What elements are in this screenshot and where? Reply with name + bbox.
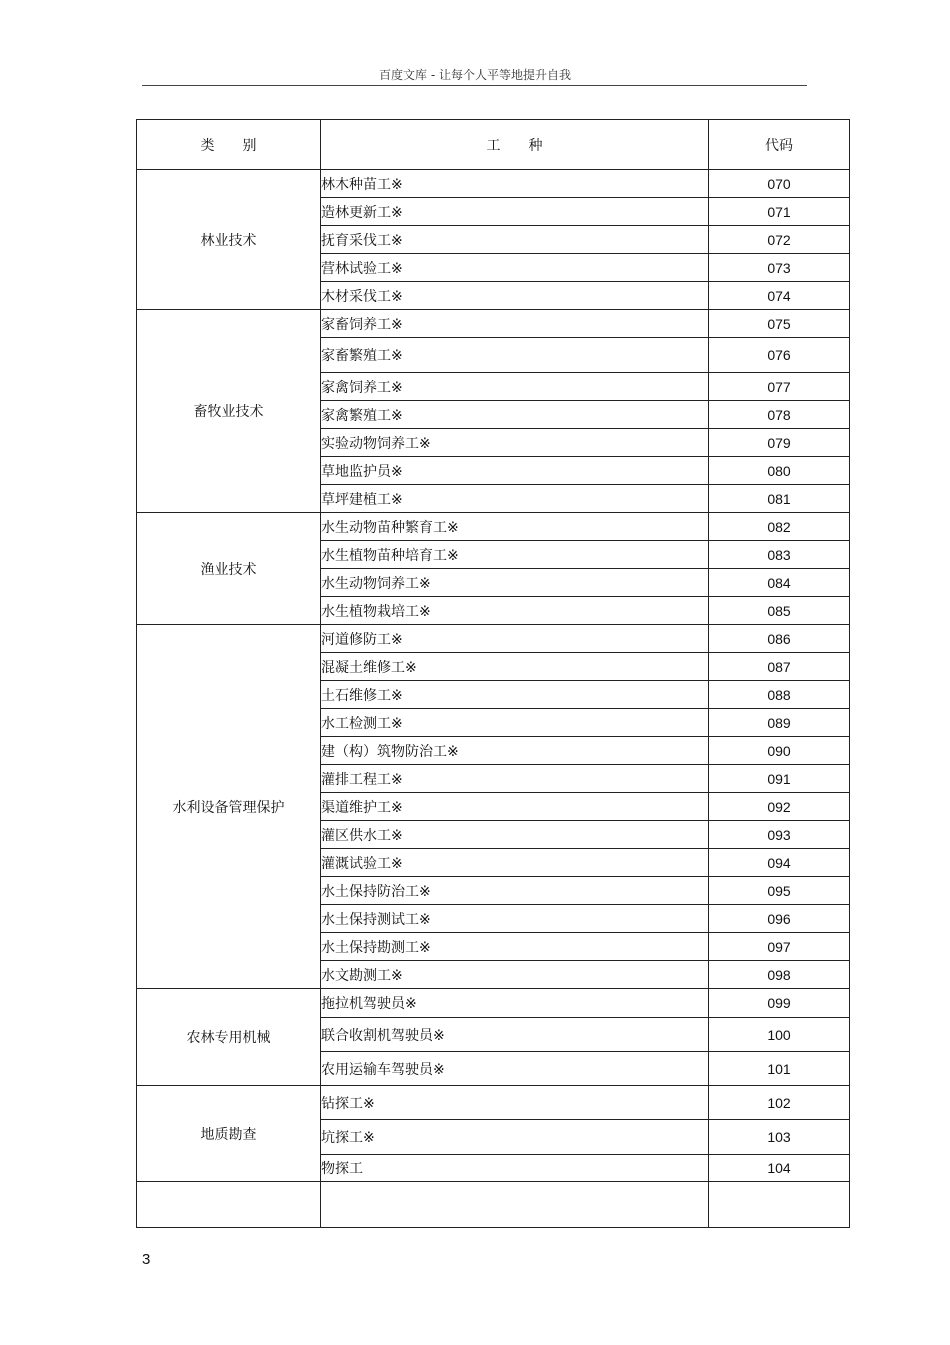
category-cell: 农林专用机械 bbox=[137, 989, 321, 1086]
code-cell: 077 bbox=[709, 373, 850, 401]
code-cell: 102 bbox=[709, 1086, 850, 1120]
job-cell: 木材采伐工※ bbox=[321, 282, 709, 310]
job-cell: 造林更新工※ bbox=[321, 198, 709, 226]
header-job: 工 种 bbox=[321, 120, 709, 170]
job-cell: 联合收割机驾驶员※ bbox=[321, 1018, 709, 1052]
category-cell: 地质勘查 bbox=[137, 1086, 321, 1182]
job-cell: 土石维修工※ bbox=[321, 681, 709, 709]
empty-cell bbox=[137, 1182, 321, 1228]
code-cell: 094 bbox=[709, 849, 850, 877]
code-cell: 082 bbox=[709, 513, 850, 541]
job-cell: 灌排工程工※ bbox=[321, 765, 709, 793]
job-cell: 钻探工※ bbox=[321, 1086, 709, 1120]
table-row bbox=[137, 989, 850, 1018]
job-cell: 渠道维护工※ bbox=[321, 793, 709, 821]
code-cell: 096 bbox=[709, 905, 850, 933]
job-cell: 灌溉试验工※ bbox=[321, 849, 709, 877]
code-cell: 092 bbox=[709, 793, 850, 821]
occupation-table bbox=[136, 119, 850, 1228]
page-number: 3 bbox=[142, 1251, 151, 1268]
code-cell: 078 bbox=[709, 401, 850, 429]
code-cell: 084 bbox=[709, 569, 850, 597]
job-cell: 水文勘测工※ bbox=[321, 961, 709, 989]
code-cell: 071 bbox=[709, 198, 850, 226]
job-cell: 灌区供水工※ bbox=[321, 821, 709, 849]
table-row bbox=[137, 310, 850, 338]
code-cell: 104 bbox=[709, 1155, 850, 1182]
code-cell: 075 bbox=[709, 310, 850, 338]
code-cell: 095 bbox=[709, 877, 850, 905]
code-cell: 099 bbox=[709, 989, 850, 1018]
empty-row bbox=[137, 1182, 850, 1228]
code-cell: 091 bbox=[709, 765, 850, 793]
job-cell: 坑探工※ bbox=[321, 1120, 709, 1155]
code-cell: 070 bbox=[709, 170, 850, 198]
job-cell: 水生植物栽培工※ bbox=[321, 597, 709, 625]
job-cell: 家禽饲养工※ bbox=[321, 373, 709, 401]
code-cell: 090 bbox=[709, 737, 850, 765]
job-cell: 河道修防工※ bbox=[321, 625, 709, 653]
code-cell: 073 bbox=[709, 254, 850, 282]
category-cell: 水利设备管理保护 bbox=[137, 625, 321, 989]
job-cell: 抚育采伐工※ bbox=[321, 226, 709, 254]
code-cell: 086 bbox=[709, 625, 850, 653]
page-header: 百度文库 - 让每个人平等地提升自我 bbox=[379, 68, 571, 82]
job-cell: 家禽繁殖工※ bbox=[321, 401, 709, 429]
job-cell: 水土保持测试工※ bbox=[321, 905, 709, 933]
job-cell: 林木种苗工※ bbox=[321, 170, 709, 198]
code-cell: 085 bbox=[709, 597, 850, 625]
job-cell: 草坪建植工※ bbox=[321, 485, 709, 513]
job-cell: 农用运输车驾驶员※ bbox=[321, 1052, 709, 1086]
code-cell: 103 bbox=[709, 1120, 850, 1155]
job-cell: 实验动物饲养工※ bbox=[321, 429, 709, 457]
code-cell: 080 bbox=[709, 457, 850, 485]
code-cell: 097 bbox=[709, 933, 850, 961]
job-cell: 拖拉机驾驶员※ bbox=[321, 989, 709, 1018]
code-cell: 072 bbox=[709, 226, 850, 254]
code-cell: 081 bbox=[709, 485, 850, 513]
table-row bbox=[137, 625, 850, 653]
table-row bbox=[137, 170, 850, 198]
job-cell: 水生动物苗种繁育工※ bbox=[321, 513, 709, 541]
job-cell: 草地监护员※ bbox=[321, 457, 709, 485]
code-cell: 093 bbox=[709, 821, 850, 849]
job-cell: 混凝土维修工※ bbox=[321, 653, 709, 681]
code-cell: 083 bbox=[709, 541, 850, 569]
code-cell: 088 bbox=[709, 681, 850, 709]
table-row bbox=[137, 1086, 850, 1120]
code-cell: 076 bbox=[709, 338, 850, 373]
job-cell: 建（构）筑物防治工※ bbox=[321, 737, 709, 765]
category-cell: 畜牧业技术 bbox=[137, 310, 321, 513]
job-cell: 水工检测工※ bbox=[321, 709, 709, 737]
code-cell: 089 bbox=[709, 709, 850, 737]
code-cell: 079 bbox=[709, 429, 850, 457]
job-cell: 水生植物苗种培育工※ bbox=[321, 541, 709, 569]
job-cell: 水生动物饲养工※ bbox=[321, 569, 709, 597]
code-cell: 074 bbox=[709, 282, 850, 310]
header-category: 类 别 bbox=[137, 120, 321, 170]
job-cell: 水土保持勘测工※ bbox=[321, 933, 709, 961]
job-cell: 家畜繁殖工※ bbox=[321, 338, 709, 373]
table-row bbox=[137, 513, 850, 541]
category-cell: 林业技术 bbox=[137, 170, 321, 310]
code-cell: 101 bbox=[709, 1052, 850, 1086]
code-cell: 098 bbox=[709, 961, 850, 989]
header-rule bbox=[142, 85, 807, 86]
empty-cell bbox=[321, 1182, 709, 1228]
code-cell: 100 bbox=[709, 1018, 850, 1052]
table-header-row bbox=[137, 120, 850, 170]
empty-cell bbox=[709, 1182, 850, 1228]
job-cell: 营林试验工※ bbox=[321, 254, 709, 282]
job-cell: 物探工 bbox=[321, 1155, 709, 1182]
header-code: 代码 bbox=[709, 120, 850, 170]
category-cell: 渔业技术 bbox=[137, 513, 321, 625]
job-cell: 水土保持防治工※ bbox=[321, 877, 709, 905]
code-cell: 087 bbox=[709, 653, 850, 681]
job-cell: 家畜饲养工※ bbox=[321, 310, 709, 338]
